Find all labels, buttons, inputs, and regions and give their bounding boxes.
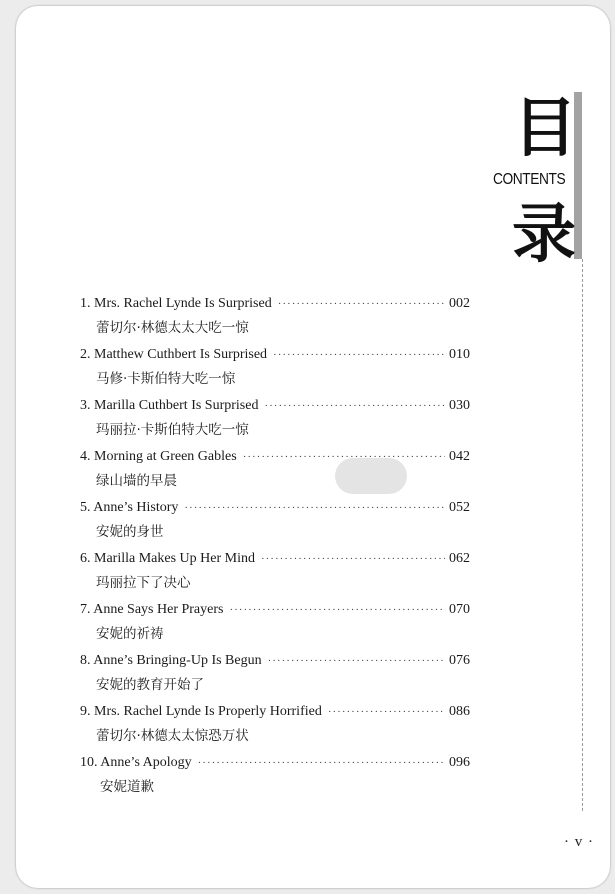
- toc-entry-chinese-title: 马修·卡斯伯特大吃一惊: [96, 371, 236, 387]
- toc-entry-page: 042: [449, 449, 470, 464]
- toc-entry-title: 10. Anne’s Apology: [80, 755, 192, 770]
- toc-entry-chinese-title: 蕾切尔·林德太太大吃一惊: [96, 320, 249, 336]
- toc-entry-title: 8. Anne’s Bringing-Up Is Begun: [80, 653, 262, 668]
- dot-leader: [273, 343, 445, 367]
- toc-entry-page: 062: [449, 551, 470, 566]
- toc-entry-page: 010: [449, 347, 470, 362]
- toc-entry-page: 052: [449, 500, 470, 515]
- toc-entry-6[interactable]: [80, 547, 470, 598]
- toc-entry-4[interactable]: [80, 445, 470, 496]
- toc-entry-2[interactable]: [80, 343, 470, 394]
- toc-entry-chinese-title: 安妮的教育开始了: [96, 677, 204, 693]
- toc-entry-1[interactable]: [80, 292, 470, 343]
- toc-entry-page: 096: [449, 755, 470, 770]
- overlay-smudge: [335, 458, 407, 494]
- toc-entry-title: 9. Mrs. Rachel Lynde Is Properly Horrified: [80, 704, 322, 719]
- toc-entry-3[interactable]: [80, 394, 470, 445]
- toc-entry-title: 7. Anne Says Her Prayers: [80, 602, 224, 617]
- toc-entry-page: 086: [449, 704, 470, 719]
- toc-entry-page: 002: [449, 296, 470, 311]
- toc-entry-title: 3. Marilla Cuthbert Is Surprised: [80, 398, 259, 413]
- toc-entry-chinese-title: 玛丽拉·卡斯伯特大吃一惊: [96, 422, 249, 438]
- toc-entry-page: 030: [449, 398, 470, 413]
- heading-char-top: 目: [513, 92, 577, 166]
- toc-entry-page: 076: [449, 653, 470, 668]
- toc-entry-title: 4. Morning at Green Gables: [80, 449, 237, 464]
- dot-leader: [198, 751, 445, 775]
- toc-entry-chinese-title: 玛丽拉下了决心: [96, 575, 191, 591]
- dot-leader: [328, 700, 445, 724]
- dot-leader: [278, 292, 445, 316]
- dot-leader: [184, 496, 445, 520]
- page-number: · v ·: [564, 834, 594, 850]
- toc-entry-8[interactable]: [80, 649, 470, 700]
- toc-entry-chinese-title: 蕾切尔·林德太太惊恐万状: [96, 728, 249, 744]
- dot-leader: [264, 394, 445, 418]
- toc-entry-chinese-title: 安妮的祈祷: [96, 626, 164, 642]
- toc-entry-chinese-title: 绿山墙的早晨: [96, 473, 177, 489]
- dot-leader: [268, 649, 445, 673]
- toc-entry-10[interactable]: [80, 751, 470, 802]
- toc-entry-title: 6. Marilla Makes Up Her Mind: [80, 551, 255, 566]
- dot-leader: [261, 547, 445, 571]
- book-page: [16, 6, 610, 888]
- toc-entry-page: 070: [449, 602, 470, 617]
- toc-entry-title: 5. Anne’s History: [80, 500, 179, 515]
- decorative-dotted-rule: [582, 259, 583, 811]
- toc-entry-title: 1. Mrs. Rachel Lynde Is Surprised: [80, 296, 272, 311]
- dot-leader: [229, 598, 445, 622]
- toc-entry-chinese-title: 安妮的身世: [96, 524, 164, 540]
- table-of-contents: [80, 292, 470, 802]
- toc-entry-chinese-title: 安妮道歉: [100, 779, 154, 795]
- toc-entry-title: 2. Matthew Cuthbert Is Surprised: [80, 347, 268, 362]
- heading-contents-word: CONTENTS: [493, 171, 566, 188]
- toc-entry-9[interactable]: [80, 700, 470, 751]
- toc-entry-5[interactable]: [80, 496, 470, 547]
- toc-entry-7[interactable]: [80, 598, 470, 649]
- heading-char-bottom: 录: [512, 198, 576, 272]
